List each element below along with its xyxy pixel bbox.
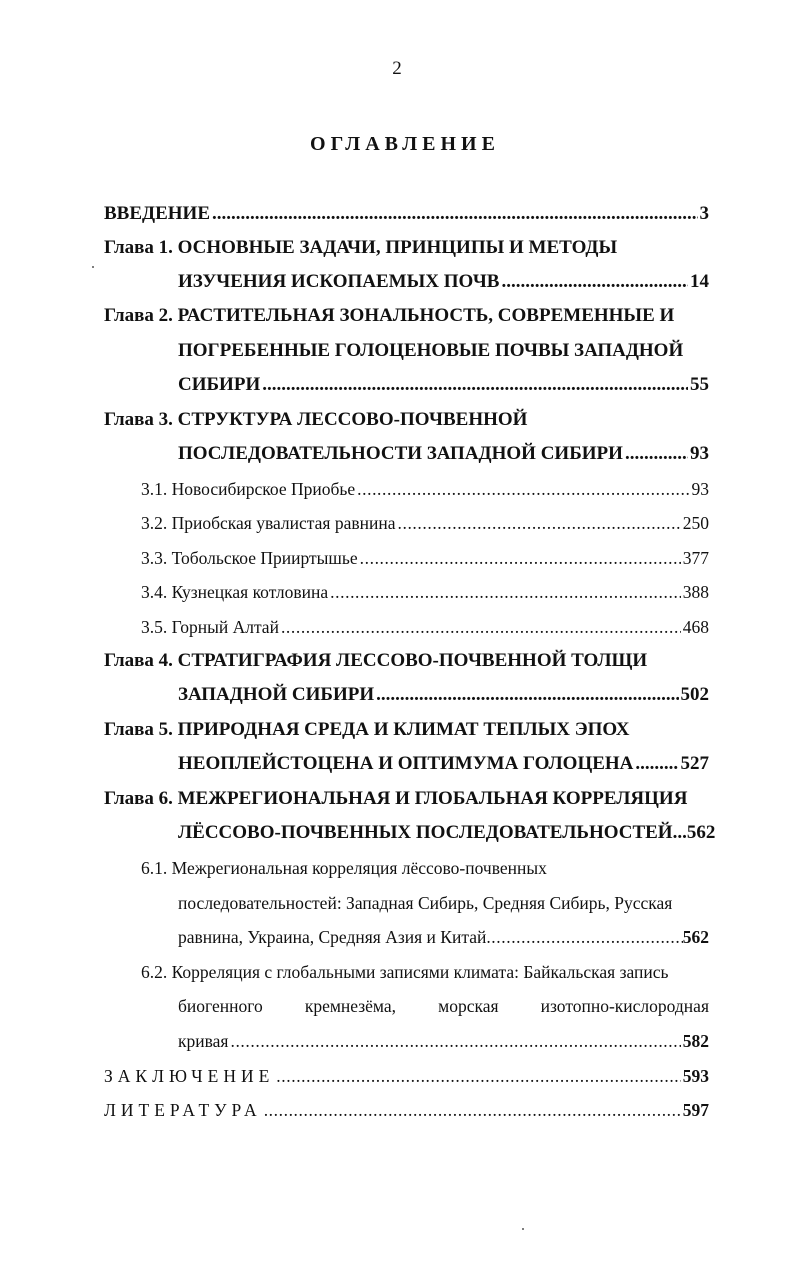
section-title-line: Корреляция с глобальными записями климата: Байкальская запись: [171, 962, 669, 982]
chapter-title-line: ПРИРОДНАЯ СРЕДА И КЛИМАТ ТЕПЛЫХ ЭПОХ: [177, 719, 630, 740]
section-title-line: последовательностей: Западная Сибирь, Средняя Сибирь, Русская: [178, 893, 673, 913]
page-ref: 14: [690, 271, 709, 292]
toc-entry-literature: [104, 1095, 709, 1125]
section-number: 3.5.: [141, 617, 168, 637]
toc-section-6-2-end: [178, 1026, 709, 1056]
section-title-word: изотопно-кислородная: [540, 996, 709, 1016]
dot-leader: [262, 370, 688, 400]
section-number: 6.2.: [141, 962, 168, 982]
scan-speck: [522, 1228, 524, 1230]
page-ref: 250: [682, 513, 709, 533]
dot-leader: [635, 749, 678, 779]
section-title: Горный Алтай: [171, 617, 279, 637]
toc-entry-chapter-2-cont: [178, 336, 683, 366]
toc-entry-chapter-4: [104, 646, 647, 676]
dot-leader: [625, 439, 688, 469]
page-ref: 582: [682, 1031, 709, 1051]
chapter-title-line: МЕЖРЕГИОНАЛЬНАЯ И ГЛОБАЛЬНАЯ КОРРЕЛЯЦИЯ: [177, 788, 688, 809]
chapter-title-line: СТРАТИГРАФИЯ ЛЕССОВО-ПОЧВЕННОЙ ТОЛЩИ: [177, 650, 648, 671]
chapter-prefix: Глава 1.: [104, 237, 173, 258]
dot-leader: [330, 577, 681, 607]
dot-leader: [212, 199, 698, 229]
page-ref: 597: [682, 1100, 709, 1120]
section-title-line: Межрегиональная корреляция лёссово-почвенных: [171, 858, 547, 878]
page-ref: 593: [682, 1066, 709, 1086]
entry-label: ВВЕДЕНИЕ: [104, 203, 210, 224]
page-ref: 468: [682, 617, 709, 637]
toc-entry-chapter-3-cont: [178, 439, 709, 469]
entry-label: ЗАКЛЮЧЕНИЕ: [104, 1066, 275, 1086]
chapter-title-line: ИЗУЧЕНИЯ ИСКОПАЕМЫХ ПОЧВ: [178, 271, 500, 292]
page-ref: 93: [691, 479, 709, 499]
chapter-prefix: Глава 6.: [104, 788, 173, 809]
chapter-title-line: ЗАПАДНОЙ СИБИРИ: [178, 684, 375, 705]
toc-section-6-2: [141, 957, 669, 987]
dot-leader: [501, 267, 688, 297]
page-number: 2: [392, 58, 402, 79]
page-ref: 388: [682, 582, 709, 602]
dot-leader: [230, 1026, 680, 1056]
page-ref: 3: [699, 203, 709, 224]
section-number: 3.4.: [141, 582, 168, 602]
toc-entry-chapter-5: [104, 715, 629, 745]
section-title: Кузнецкая котловина: [171, 582, 329, 602]
dot-leader: [360, 543, 681, 573]
page-ref: 562: [686, 822, 716, 843]
page-ref: 562: [682, 927, 709, 947]
page-ref: 502: [680, 684, 709, 705]
section-title: Приобская увалистая равнина: [171, 513, 396, 533]
chapter-prefix: Глава 4.: [104, 650, 173, 671]
section-title-line: равнина, Украина, Средняя Азия и Китай: [178, 927, 487, 947]
entry-label: ЛИТЕРАТУРА: [104, 1100, 262, 1120]
toc-section-6-1-cont: [178, 888, 672, 918]
toc-entry-conclusion: [104, 1061, 709, 1091]
chapter-title-line: ПОСЛЕДОВАТЕЛЬНОСТИ ЗАПАДНОЙ СИБИРИ: [178, 443, 623, 464]
dot-leader: [398, 508, 681, 538]
page-ref: 377: [682, 548, 709, 568]
dot-leader: [486, 922, 682, 952]
chapter-title-line: СИБИРИ: [178, 374, 261, 395]
toc-title: ОГЛАВЛЕНИЕ: [310, 133, 500, 155]
dot-leader: [281, 612, 681, 642]
page-ref: 55: [690, 374, 709, 395]
section-title: Тобольское Прииртышье: [171, 548, 358, 568]
section-title-line: кривая: [178, 1031, 229, 1051]
toc-entry-chapter-6-cont: [178, 818, 715, 848]
chapter-prefix: Глава 3.: [104, 409, 173, 430]
toc-entry-chapter-2: [104, 301, 674, 331]
dot-leader: [357, 474, 689, 504]
toc-entry-introduction: [104, 199, 709, 229]
toc-entry-chapter-3: [104, 405, 527, 435]
section-title-word: морская: [438, 996, 499, 1016]
toc-section-3-4: [141, 577, 709, 607]
section-number: 3.2.: [141, 513, 168, 533]
toc-section-6-1-end: [178, 922, 709, 952]
dot-leader: [376, 680, 678, 710]
toc-section-3-1: [141, 474, 709, 504]
chapter-title-line: ПОГРЕБЕННЫЕ ГОЛОЦЕНОВЫЕ ПОЧВЫ ЗАПАДНОЙ: [178, 340, 684, 361]
chapter-title-line: ОСНОВНЫЕ ЗАДАЧИ, ПРИНЦИПЫ И МЕТОДЫ: [177, 237, 618, 258]
chapter-title-line: ЛЁССОВО-ПОЧВЕННЫХ ПОСЛЕДОВАТЕЛЬНОСТЕЙ...: [178, 822, 687, 843]
page-ref: 527: [680, 753, 709, 774]
toc-section-3-2: [141, 508, 709, 538]
toc-entry-chapter-2-end: [178, 370, 709, 400]
chapter-title-line: НЕОПЛЕЙСТОЦЕНА И ОПТИМУМА ГОЛОЦЕНА: [178, 753, 634, 774]
toc-section-6-2-cont: [178, 991, 709, 1021]
section-title: Новосибирское Приобье: [171, 479, 356, 499]
toc-entry-chapter-5-cont: [178, 749, 709, 779]
chapter-prefix: Глава 5.: [104, 719, 173, 740]
chapter-title-line: СТРУКТУРА ЛЕССОВО-ПОЧВЕННОЙ: [177, 409, 528, 430]
toc-entry-chapter-6: [104, 784, 687, 814]
toc-section-3-3: [141, 543, 709, 573]
section-number: 3.3.: [141, 548, 168, 568]
chapter-prefix: Глава 2.: [104, 305, 173, 326]
section-title-word: кремнезёма,: [304, 996, 397, 1016]
dot-leader: [264, 1095, 681, 1125]
scan-speck: [92, 266, 94, 268]
chapter-title-line: РАСТИТЕЛЬНАЯ ЗОНАЛЬНОСТЬ, СОВРЕМЕННЫЕ И: [177, 305, 675, 326]
section-title-word: биогенного: [178, 996, 263, 1016]
dot-leader: [276, 1061, 680, 1091]
toc-entry-chapter-1: [104, 233, 617, 263]
section-number: 6.1.: [141, 858, 168, 878]
toc-section-3-5: [141, 612, 709, 642]
toc-entry-chapter-4-cont: [178, 680, 709, 710]
section-number: 3.1.: [141, 479, 168, 499]
page-ref: 93: [690, 443, 709, 464]
toc-section-6-1: [141, 853, 547, 883]
toc-entry-chapter-1-cont: [178, 267, 709, 297]
